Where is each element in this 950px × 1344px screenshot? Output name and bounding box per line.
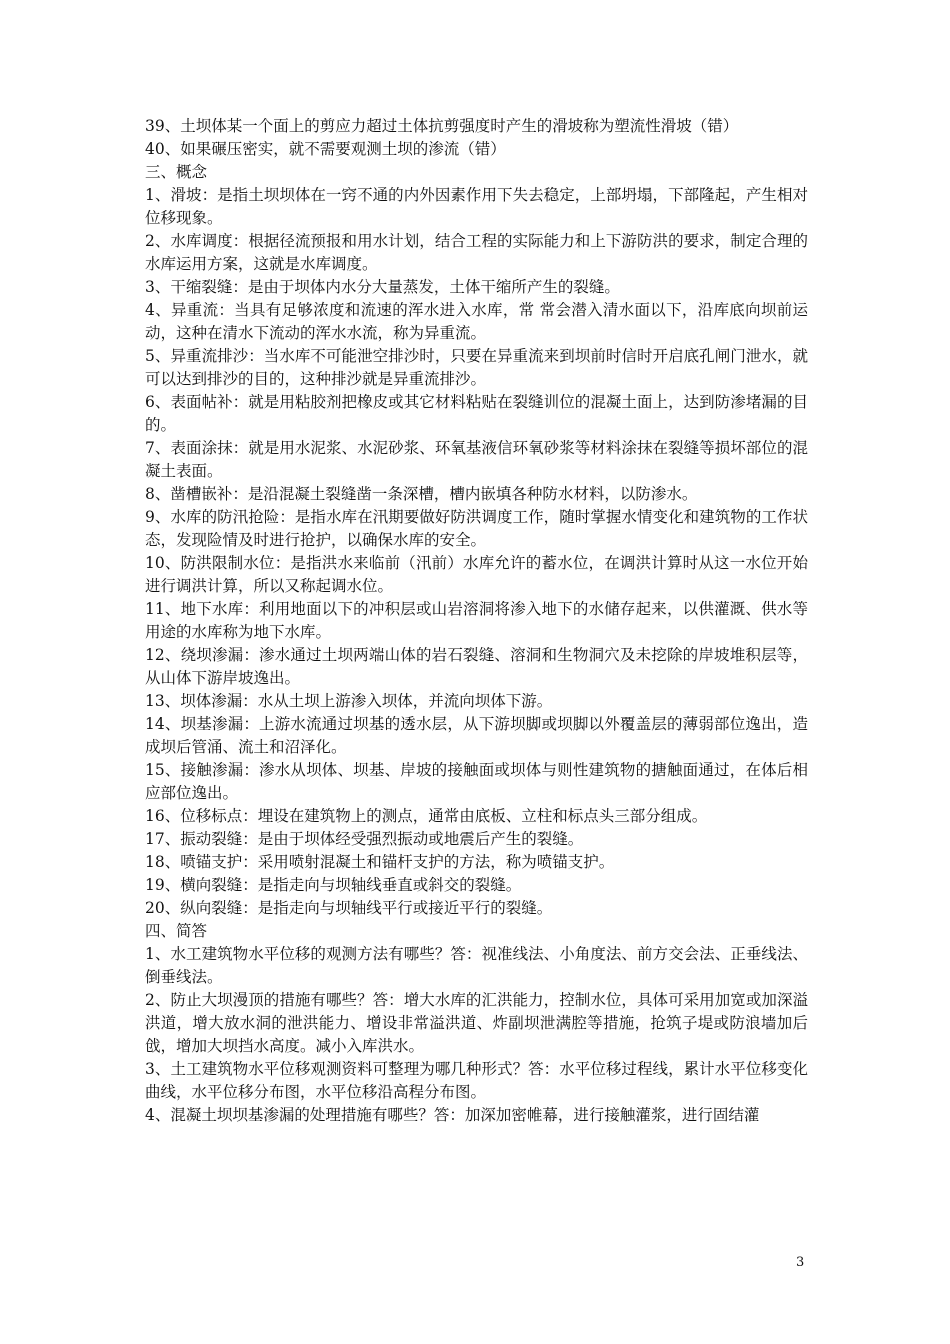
- text-line: 14、坝基渗漏：上游水流通过坝基的透水层，从下游坝脚或坝脚以外覆盖层的薄弱部位逸出，造成坝后管涌、流土和沼泽化。: [145, 715, 808, 756]
- text-line: 4、异重流：当具有足够浓度和流速的浑水进入水库，常 常会潜入清水面以下，沿库底向坝前运动，这种在清水下流动的浑水水流，称为异重流。: [145, 301, 808, 342]
- text-line: 16、位移标点：埋设在建筑物上的测点，通常由底板、立柱和标点头三部分组成。: [145, 807, 708, 825]
- text-line: 19、横向裂缝：是指走向与坝轴线垂直或斜交的裂缝。: [145, 876, 522, 894]
- text-line: 18、喷锚支护：采用喷射混凝土和锚杆支护的方法，称为喷锚支护。: [145, 853, 615, 871]
- text-line: 8、凿槽嵌补：是沿混凝土裂缝凿一条深槽，槽内嵌填各种防水材料，以防渗水。: [145, 485, 698, 503]
- section-heading: 四、简答: [145, 922, 208, 940]
- text-line: 39、土坝体某一个面上的剪应力超过土体抗剪强度时产生的滑坡称为塑流性滑坡（错）: [145, 117, 739, 135]
- text-line: 40、如果碾压密实，就不需要观测土坝的渗流（错）: [145, 140, 506, 158]
- text-line: 11、地下水库：利用地面以下的冲积层或山岩溶洞将渗入地下的水储存起来，以供灌溉、供水等用途的水库称为地下水库。: [145, 600, 808, 641]
- text-line: 10、防洪限制水位：是指洪水来临前（汛前）水库允许的蓄水位，在调洪计算时从这一水位开始进行调洪计算，所以又称起调水位。: [145, 554, 808, 595]
- text-line: 2、防止大坝漫顶的措施有哪些？答：增大水库的汇洪能力，控制水位，具体可采用加宽或加深溢洪道，增大放水洞的泄洪能力、增设非常溢洪道、炸副坝泄满腔等措施，抢筑子堤或防浪墙加后戗，增加大坝挡水高度。减小入库洪水。: [145, 991, 808, 1055]
- text-line: 17、振动裂缝：是由于坝体经受强烈振动或地震后产生的裂缝。: [145, 830, 584, 848]
- text-line: 3、土工建筑物水平位移观测资料可整理为哪几种形式？答：水平位移过程线，累计水平位移变化曲线，水平位移分布图，水平位移沿高程分布图。: [145, 1060, 808, 1101]
- text-line: 12、绕坝渗漏：渗水通过土坝两端山体的岩石裂缝、溶洞和生物洞穴及未挖除的岸坡堆积层等，从山体下游岸坡逸出。: [145, 646, 808, 687]
- page-number: 3: [796, 1255, 805, 1270]
- text-line: 1、滑坡：是指土坝坝体在一窍不通的内外因素作用下失去稳定，上部坍塌，下部隆起，产生相对位移现象。: [145, 186, 808, 227]
- text-line: 13、坝体渗漏：水从土坝上游渗入坝体，并流向坝体下游。: [145, 692, 553, 710]
- document-body: [145, 115, 808, 1127]
- text-line: 2、水库调度：根据径流预报和用水计划，结合工程的实际能力和上下游防洪的要求，制定合理的水库运用方案，这就是水库调度。: [145, 232, 808, 273]
- text-line: 4、混凝土坝坝基渗漏的处理措施有哪些？答：加深加密帷幕，进行接触灌浆，进行固结灌: [145, 1106, 760, 1124]
- text-line: 1、水工建筑物水平位移的观测方法有哪些？答：视准线法、小角度法、前方交会法、正垂线法、倒垂线法。: [145, 945, 808, 986]
- text-line: 6、表面帖补：就是用粘胶剂把橡皮或其它材料粘贴在裂缝训位的混凝土面上，达到防渗堵漏的目的。: [145, 393, 808, 434]
- text-line: 3、干缩裂缝：是由于坝体内水分大量蒸发，土体干缩所产生的裂缝。: [145, 278, 620, 296]
- section-heading: 三、概念: [145, 163, 208, 181]
- text-line: 5、异重流排沙：当水库不可能泄空排沙时，只要在异重流来到坝前时信时开启底孔闸门泄水，就可以达到排沙的目的，这种排沙就是异重流排沙。: [145, 347, 808, 388]
- text-line: 15、接触渗漏：渗水从坝体、坝基、岸坡的接触面或坝体与则性建筑物的搪触面通过，在体后相应部位逸出。: [145, 761, 808, 802]
- text-line: 20、纵向裂缝：是指走向与坝轴线平行或接近平行的裂缝。: [145, 899, 553, 917]
- text-line: 9、水库的防汛抢险：是指水库在汛期要做好防洪调度工作，随时掌握水情变化和建筑物的工作状态，发现险情及时进行抢护，以确保水库的安全。: [145, 508, 808, 549]
- text-line: 7、表面涂抹：就是用水泥浆、水泥砂浆、环氧基液信环氧砂浆等材料涂抹在裂缝等损坏部位的混凝土表面。: [145, 439, 808, 480]
